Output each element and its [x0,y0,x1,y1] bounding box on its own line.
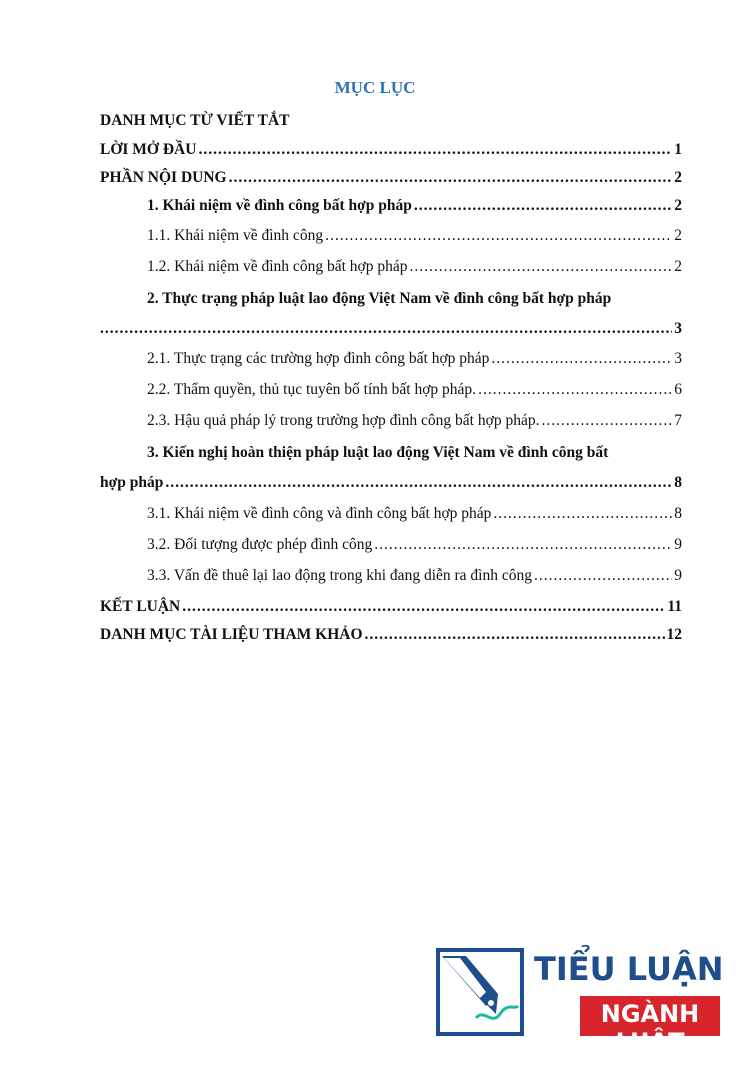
dot-leader [541,410,672,432]
toc-entry-content[interactable] [100,167,682,189]
dot-leader [365,624,665,646]
dot-leader [165,472,672,494]
dot-leader [534,565,672,587]
toc-page-number: 11 [667,598,682,615]
toc-entry-section-2-1[interactable] [147,348,682,370]
toc-entry-introduction[interactable] [100,139,682,161]
dot-leader [491,348,672,370]
fountain-pen-icon [436,948,524,1036]
toc-page-number: 9 [674,536,682,553]
logo-subtitle: NGÀNH LUẬT [600,1000,700,1056]
dot-leader [182,596,665,618]
toc-entry-label: 2.3. Hậu quả pháp lý trong trường hợp đình công bất hợp pháp. [147,412,540,429]
toc-entry-section-3-1[interactable] [147,503,682,525]
toc-page-number: 12 [666,626,682,643]
toc-entry-section-3-2[interactable] [147,534,682,556]
toc-page-number: 3 [674,320,682,337]
toc-page-number: 2 [674,227,682,244]
toc-entry-conclusion[interactable] [100,596,682,618]
toc-entry-references[interactable] [100,624,682,646]
toc-entry-section-3-3[interactable] [147,565,682,587]
toc-entry-label: 1.2. Khái niệm về đình công bất hợp pháp [147,258,408,275]
toc-entry-abbreviations[interactable] [100,110,682,132]
toc-entry-label: PHẦN NỘI DUNG [100,169,227,186]
dot-leader [325,225,672,247]
dot-leader [100,318,672,340]
dot-leader [409,256,672,278]
toc-page-number: 7 [674,412,682,429]
dot-leader [493,503,672,525]
toc-entry-section-2-2[interactable] [147,379,682,401]
toc-entry-label: 1. Khái niệm về đình công bất hợp pháp [147,197,412,214]
toc-entry-label: 1.1. Khái niệm về đình công [147,227,324,244]
toc-entry-label-continued: hợp pháp [100,474,164,491]
toc-page-number: 3 [674,350,682,367]
toc-entry-label: LỜI MỞ ĐẦU [100,141,197,158]
toc-entry-label: DANH MỤC TỪ VIẾT TẮT [100,112,290,129]
brand-logo [436,946,726,1056]
toc-page-number: 1 [674,141,682,158]
dot-leader [414,195,672,217]
toc-entry-label: 2.1. Thực trạng các trường hợp đình công bất hợp pháp [147,350,490,367]
toc-page-number: 2 [674,169,682,186]
toc-page-number: 8 [674,474,682,491]
toc-entry-label: 3.1. Khái niệm về đình công và đình công bất hợp pháp [147,505,492,522]
dot-leader [374,534,672,556]
logo-title: TIỂU LUẬN [534,950,724,988]
toc-entry-section-2-continuation[interactable] [100,318,682,340]
toc-entry-section-1-2[interactable] [147,256,682,278]
toc-entry-label: 2. Thực trạng pháp luật lao động Việt Nam về đình công bất hợp pháp [147,290,612,307]
toc-page-number: 2 [674,258,682,275]
toc-entry-section-1-1[interactable] [147,225,682,247]
toc-entry-section-2[interactable] [147,288,682,310]
toc-page-number: 6 [674,381,682,398]
toc-entry-label: DANH MỤC TÀI LIỆU THAM KHẢO [100,626,363,643]
toc-page-number: 8 [674,505,682,522]
toc-entry-label: 3. Kiến nghị hoàn thiện pháp luật lao động Việt Nam về đình công bất [147,444,609,461]
toc-heading: MỤC LỤC [334,78,416,97]
toc-entry-label: 3.3. Vấn đề thuê lại lao động trong khi đang diễn ra đình công [147,567,532,584]
dot-leader [198,139,672,161]
dot-leader [478,379,672,401]
toc-page-number: 2 [674,197,682,214]
dot-leader [229,167,673,189]
toc-entry-section-3[interactable] [147,442,682,464]
toc-entry-label: KẾT LUẬN [100,598,181,615]
toc-entry-label: 2.2. Thẩm quyền, thủ tục tuyên bố tính bất hợp pháp. [147,381,477,398]
toc-entry-section-2-3[interactable] [147,410,682,432]
toc-entry-label: 3.2. Đối tượng được phép đình công [147,536,373,553]
toc-page-number: 9 [674,567,682,584]
toc-entry-section-3-continuation[interactable] [100,472,682,494]
toc-entry-section-1[interactable] [147,195,682,217]
